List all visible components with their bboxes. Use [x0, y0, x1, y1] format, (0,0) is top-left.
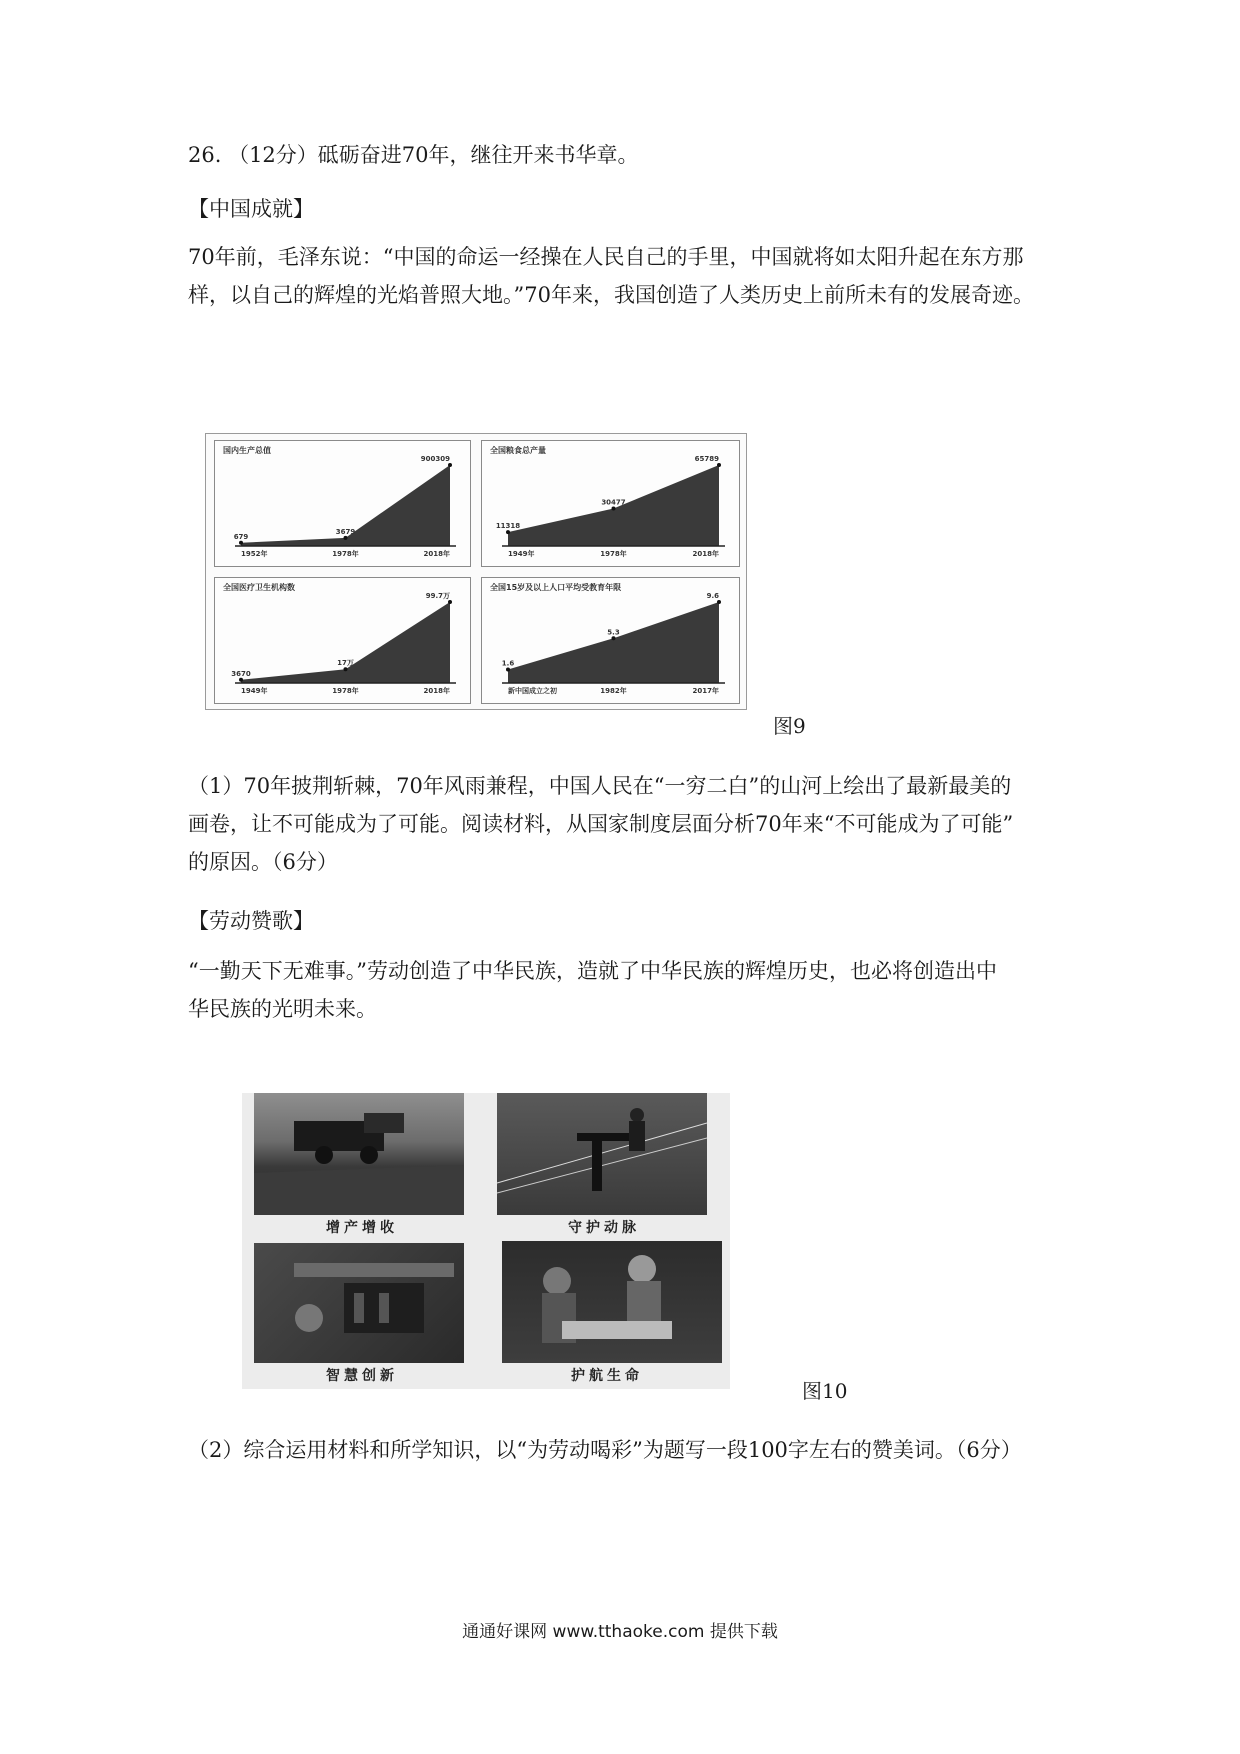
chart-area — [508, 602, 719, 683]
labor-line-2: 华民族的光明未来。 — [188, 997, 377, 1021]
chart-title: 全国医疗卫生机构数 — [223, 583, 295, 592]
chart-medical — [215, 578, 470, 703]
chart-point — [239, 541, 243, 545]
chart-point — [612, 506, 616, 510]
chart-panel-gdp — [214, 440, 471, 567]
chart-point — [448, 463, 452, 467]
chart-panel-medical — [214, 577, 471, 704]
chart-x-tick-label: 1949年 — [508, 550, 535, 558]
photo-caption: 守护动脉 — [568, 1220, 640, 1236]
section-title-labor: 【劳动赞歌】 — [188, 909, 314, 933]
figure-10 — [242, 1093, 730, 1389]
figure-9 — [205, 433, 747, 710]
chart-title: 国内生产总值 — [223, 446, 271, 455]
chart-point — [448, 600, 452, 604]
chart-x-tick-label: 2018年 — [423, 550, 450, 558]
chart-x-tick-label: 1978年 — [600, 550, 627, 558]
labor-line-1: “一勤天下无难事。”劳动创造了中华民族，造就了中华民族的辉煌历史，也必将创造出中 — [188, 959, 997, 983]
chart-education — [482, 578, 739, 703]
question-1-line-3: 的原因。（6分） — [188, 850, 338, 874]
machinery-illustration — [254, 1243, 464, 1363]
photo-caption: 智慧创新 — [326, 1368, 398, 1384]
chart-value-label: 900309 — [420, 455, 450, 463]
question-2: （2）综合运用材料和所学知识，以“为劳动喝彩”为题写一段100字左右的赞美词。（6分） — [188, 1438, 1022, 1462]
chart-value-label: 3679 — [335, 527, 356, 536]
chart-value-label: 679 — [233, 532, 249, 541]
chart-x-tick-label: 2018年 — [692, 550, 719, 558]
chart-x-tick-label: 1978年 — [332, 550, 359, 558]
chart-value-label: 30477 — [601, 498, 626, 507]
chart-panel-education — [481, 577, 740, 704]
chart-grain — [482, 441, 739, 566]
chart-value-label: 99.7万 — [425, 592, 450, 600]
harvester-illustration — [254, 1093, 464, 1215]
photo-harvest — [254, 1093, 464, 1215]
chart-point — [612, 636, 616, 640]
photo-power-line — [497, 1093, 707, 1215]
section-title-achievements: 【中国成就】 — [188, 197, 314, 221]
chart-x-tick-label: 2018年 — [423, 687, 450, 695]
intro-line-2: 样，以自己的辉煌的光焰普照大地。”70年来，我国创造了人类历史上前所未有的发展奇迹。 — [188, 283, 1034, 307]
chart-point — [239, 678, 243, 682]
chart-x-tick-label: 1949年 — [241, 687, 268, 695]
chart-x-tick-label: 1982年 — [600, 687, 627, 695]
photo-innovation — [254, 1243, 464, 1363]
chart-point — [506, 668, 510, 672]
chart-title: 全国粮食总产量 — [490, 446, 546, 455]
chart-point — [344, 667, 348, 671]
surgeons-illustration — [502, 1241, 722, 1363]
figure-9-label: 图9 — [773, 714, 806, 738]
chart-value-label: 9.6 — [706, 592, 719, 600]
chart-value-label: 3670 — [231, 669, 251, 678]
chart-point — [717, 600, 721, 604]
chart-x-tick-label: 2017年 — [692, 687, 719, 695]
chart-x-tick-label: 新中国成立之初 — [508, 687, 557, 695]
chart-point — [344, 536, 348, 540]
figure-10-label: 图10 — [802, 1379, 848, 1403]
chart-panel-grain — [481, 440, 740, 567]
chart-point — [506, 530, 510, 534]
photo-caption: 护航生命 — [571, 1368, 643, 1384]
question-header: 26. （12分）砥砺奋进70年，继往开来书华章。 — [188, 143, 639, 167]
photo-medical — [502, 1241, 722, 1363]
chart-value-label: 5.3 — [607, 628, 620, 637]
chart-title: 全国15岁及以上人口平均受教育年限 — [490, 583, 622, 592]
question-1-line-2: 画卷，让不可能成为了可能。阅读材料，从国家制度层面分析70年来“不可能成为了可能” — [188, 812, 1014, 836]
question-1-line-1: （1）70年披荆斩棘，70年风雨兼程，中国人民在“一穷二白”的山河上绘出了最新最美的 — [188, 774, 1012, 798]
photo-caption: 增产增收 — [326, 1220, 398, 1236]
chart-value-label: 65789 — [694, 455, 719, 463]
power-worker-illustration — [497, 1093, 707, 1215]
page-footer: 通通好课网 www.tthaoke.com 提供下载 — [462, 1622, 778, 1642]
chart-value-label: 1.6 — [501, 659, 515, 668]
chart-x-tick-label: 1952年 — [241, 550, 268, 558]
chart-gdp — [215, 441, 470, 566]
chart-x-tick-label: 1978年 — [332, 687, 359, 695]
chart-point — [717, 463, 721, 467]
chart-value-label: 11318 — [495, 522, 521, 531]
chart-value-label: 17万 — [337, 659, 354, 668]
intro-line-1: 70年前，毛泽东说：“中国的命运一经操在人民自己的手里，中国就将如太阳升起在东方那 — [188, 245, 1024, 269]
